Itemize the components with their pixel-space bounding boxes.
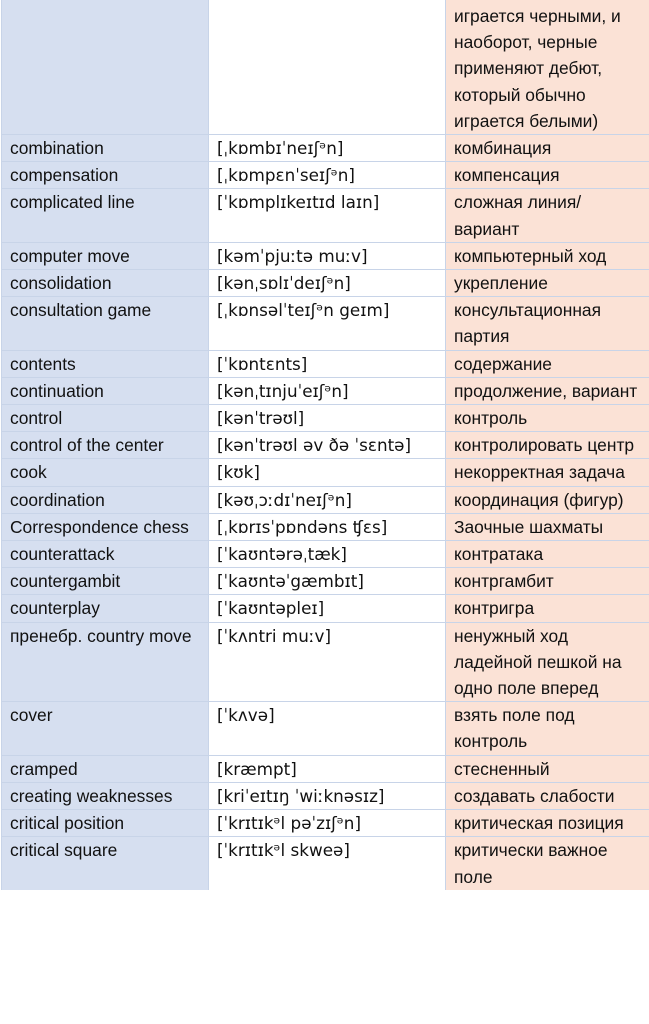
term-cell: countergambit — [2, 568, 209, 595]
table-row — [2, 377, 649, 404]
table-row — [2, 837, 649, 890]
translation-cell: контроль — [446, 405, 649, 432]
term-cell: control of the center — [2, 432, 209, 459]
ipa-cell: [kənˈtrəʊl] — [209, 405, 446, 432]
translation-cell: создавать слабости — [446, 782, 649, 809]
term-cell: complicated line — [2, 189, 209, 242]
ipa-cell: [kriˈeɪtɪŋ ˈwiːknəsɪz] — [209, 782, 446, 809]
table-row — [2, 242, 649, 269]
table-row — [2, 0, 649, 135]
ipa-cell: [kənˌsɒlɪˈdeɪʃᵊn] — [209, 270, 446, 297]
ipa-cell: [kʊk] — [209, 459, 446, 486]
table-row — [2, 432, 649, 459]
ipa-cell: [kəʊˌɔːdɪˈneɪʃᵊn] — [209, 486, 446, 513]
table-row — [2, 622, 649, 702]
term-cell: computer move — [2, 242, 209, 269]
translation-cell: контролировать центр — [446, 432, 649, 459]
table-row — [2, 513, 649, 540]
term-cell: continuation — [2, 377, 209, 404]
ipa-cell: [ˌkɒmpɛnˈseɪʃᵊn] — [209, 162, 446, 189]
table-row — [2, 755, 649, 782]
table-row — [2, 270, 649, 297]
translation-cell: укрепление — [446, 270, 649, 297]
term-cell: consolidation — [2, 270, 209, 297]
translation-cell: ненужный ход ладейной пешкой на одно поле вперед — [446, 622, 649, 702]
ipa-cell: [kəmˈpjuːtə muːv] — [209, 242, 446, 269]
ipa-cell: [ˈkrɪtɪkᵊl pəˈzɪʃᵊn] — [209, 810, 446, 837]
term-cell: creating weaknesses — [2, 782, 209, 809]
ipa-cell: [ˈkʌntri muːv] — [209, 622, 446, 702]
term-cell: critical square — [2, 837, 209, 890]
table-row — [2, 702, 649, 755]
table-row — [2, 297, 649, 350]
term-cell: combination — [2, 135, 209, 162]
ipa-cell: [kənˌtɪnjuˈeɪʃᵊn] — [209, 377, 446, 404]
translation-cell: продолжение, вариант — [446, 377, 649, 404]
ipa-cell: [ˌkɒnsəlˈteɪʃᵊn geɪm] — [209, 297, 446, 350]
translation-cell: взять поле под контроль — [446, 702, 649, 755]
translation-cell: сложная линия/вариант — [446, 189, 649, 242]
translation-cell: компьютерный ход — [446, 242, 649, 269]
ipa-cell — [209, 0, 446, 135]
translation-cell: Заочные шахматы — [446, 513, 649, 540]
glossary-table — [1, 0, 649, 890]
table-row — [2, 782, 649, 809]
translation-cell: консультационная партия — [446, 297, 649, 350]
table-row — [2, 162, 649, 189]
translation-cell: координация (фигур) — [446, 486, 649, 513]
ipa-cell: [ˈkɒmplɪkeɪtɪd laɪn] — [209, 189, 446, 242]
translation-cell — [446, 0, 649, 135]
ipa-cell: [ˈkaʊntəˈgæmbɪt] — [209, 568, 446, 595]
table-row — [2, 189, 649, 242]
translation-cell: контригра — [446, 595, 649, 622]
ipa-cell: [kənˈtrəʊl əv ðə ˈsɛntə] — [209, 432, 446, 459]
table-row — [2, 405, 649, 432]
table-row — [2, 810, 649, 837]
translation-cell: критически важное поле — [446, 837, 649, 890]
table-row — [2, 568, 649, 595]
ipa-cell: [ˈkaʊntərəˌtæk] — [209, 541, 446, 568]
translation-cell: содержание — [446, 350, 649, 377]
ipa-cell: [ˌkɒrɪsˈpɒndəns ʧɛs] — [209, 513, 446, 540]
translation-cell: компенсация — [446, 162, 649, 189]
translation-cell: контратака — [446, 541, 649, 568]
ipa-cell: [kræmpt] — [209, 755, 446, 782]
translation-cell: комбинация — [446, 135, 649, 162]
translation-cell: контргамбит — [446, 568, 649, 595]
table-row — [2, 459, 649, 486]
translation-cell: стесненный — [446, 755, 649, 782]
ipa-cell: [ˌkɒmbɪˈneɪʃᵊn] — [209, 135, 446, 162]
translation-text: играется черными, и наоборот, черные применяют дебют, который обычно играется белыми) — [454, 6, 626, 131]
term-cell: counterplay — [2, 595, 209, 622]
table-row — [2, 486, 649, 513]
term-cell: cramped — [2, 755, 209, 782]
translation-cell: критическая позиция — [446, 810, 649, 837]
table-row — [2, 541, 649, 568]
term-cell: contents — [2, 350, 209, 377]
table-row — [2, 350, 649, 377]
table-row — [2, 595, 649, 622]
term-cell: counterattack — [2, 541, 209, 568]
table-row — [2, 135, 649, 162]
glossary-body — [2, 0, 649, 890]
term-cell: compensation — [2, 162, 209, 189]
term-cell: пренебр. country move — [2, 622, 209, 702]
term-cell — [2, 0, 209, 135]
term-cell: consultation game — [2, 297, 209, 350]
ipa-cell: [ˈkrɪtɪkᵊl skweə] — [209, 837, 446, 890]
term-cell: control — [2, 405, 209, 432]
term-cell: coordination — [2, 486, 209, 513]
ipa-cell: [ˈkaʊntəpleɪ] — [209, 595, 446, 622]
term-cell: cover — [2, 702, 209, 755]
term-cell: cook — [2, 459, 209, 486]
ipa-cell: [ˈkʌvə] — [209, 702, 446, 755]
term-cell: Correspondence chess — [2, 513, 209, 540]
ipa-cell: [ˈkɒntɛnts] — [209, 350, 446, 377]
term-cell: critical position — [2, 810, 209, 837]
translation-cell: некорректная задача — [446, 459, 649, 486]
